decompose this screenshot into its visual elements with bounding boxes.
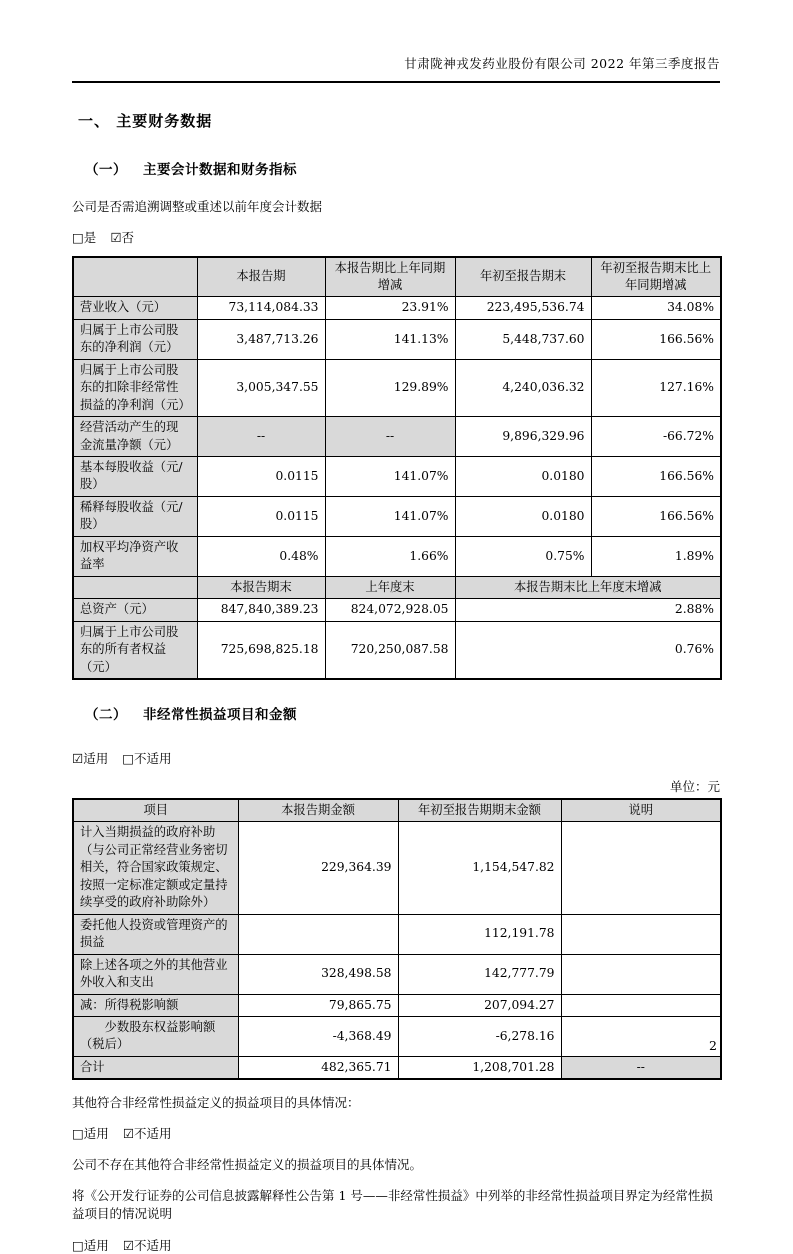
cell-value: 223,495,536.74 (455, 297, 591, 319)
table1-header-row (73, 257, 721, 297)
section-heading-main: 一、 主要财务数据 (78, 112, 213, 130)
cell-value: 328,498.58 (238, 954, 398, 994)
checkbox-not-applicable: ☑不适用 (122, 1125, 172, 1141)
table-row-basic-eps (73, 457, 721, 497)
table1-header-empty (73, 257, 197, 297)
table1-subheader-prev-year-end: 上年度末 (325, 576, 455, 598)
cell-value: 3,487,713.26 (197, 319, 325, 359)
section-heading-one (85, 158, 720, 178)
section-two-number: （二） (85, 707, 127, 724)
row-label: 归属于上市公司股东的扣除非经常性损益的净利润（元） (73, 359, 197, 416)
cell-value: 1,208,701.28 (398, 1056, 561, 1079)
table-row-income-tax (73, 994, 721, 1016)
row-label: 总资产（元） (73, 599, 197, 621)
table-row-gov-subsidy (73, 822, 721, 914)
cell-value: 1.89% (591, 536, 721, 576)
cell-value: 34.08% (591, 297, 721, 319)
cell-value: 129.89% (325, 359, 455, 416)
row-label: 少数股东权益影响额（税后） (73, 1017, 238, 1057)
table-row-other-income (73, 954, 721, 994)
cell-value: 5,448,737.60 (455, 319, 591, 359)
cell-explanation: -- (561, 1056, 721, 1079)
checkbox-no: ☑否 (110, 229, 135, 245)
cell-value: 166.56% (591, 457, 721, 497)
restatement-checkboxes (72, 228, 720, 246)
table-row-total (73, 1056, 721, 1079)
cell-value: 0.76% (455, 621, 721, 679)
cell-explanation (561, 1017, 721, 1057)
table1-header-current-period: 本报告期 (197, 257, 325, 297)
other-items-checkboxes (72, 1124, 720, 1142)
definition-note: 将《公开发行证券的公司信息披露解释性公告第 1 号——非经常性损益》中列举的非经常性损益项目界定为经常性损益项目的情况说明 (72, 1188, 713, 1221)
row-label: 基本每股收益（元/股） (73, 457, 197, 497)
cell-explanation (561, 822, 721, 914)
table1-subheader-empty (73, 576, 197, 598)
cell-value: 142,777.79 (398, 954, 561, 994)
checkbox-not-applicable: ☑不适用 (122, 1238, 172, 1254)
table2-header-explanation: 说明 (561, 799, 721, 822)
cell-value: 229,364.39 (238, 822, 398, 914)
cell-value: 112,191.78 (398, 914, 561, 954)
cell-value: 2.88% (455, 599, 721, 621)
cell-value: 0.0115 (197, 457, 325, 497)
other-items-title: 其他符合非经常性损益定义的损益项目的具体情况： (72, 1095, 360, 1111)
cell-value: 79,865.75 (238, 994, 398, 1016)
row-label: 加权平均净资产收益率 (73, 536, 197, 576)
cell-value: 847,840,389.23 (197, 599, 325, 621)
cell-value (238, 914, 398, 954)
document-header-title: 甘肃陇神戎发药业股份有限公司 2022 年第三季度报告 (72, 54, 720, 83)
checkbox-applicable: □适用 (72, 1238, 109, 1254)
table2-header-current-amount: 本报告期金额 (238, 799, 398, 822)
checkbox-not-applicable: □不适用 (122, 751, 172, 767)
cell-value: 141.13% (325, 319, 455, 359)
cell-value: 141.07% (325, 496, 455, 536)
section-one-title: 主要会计数据和财务指标 (143, 162, 297, 178)
cell-value: 207,094.27 (398, 994, 561, 1016)
cell-value: -- (197, 417, 325, 457)
table-row-cash-flow (73, 417, 721, 457)
cell-value: 1,154,547.82 (398, 822, 561, 914)
checkbox-yes: □是 (72, 229, 97, 245)
restatement-question: 公司是否需追溯调整或重述以前年度会计数据 (72, 199, 323, 214)
checkbox-applicable: ☑适用 (72, 751, 109, 767)
cell-value: 0.0115 (197, 496, 325, 536)
row-label: 减：所得税影响额 (73, 994, 238, 1016)
definition-checkboxes (72, 1236, 720, 1254)
row-label: 合计 (73, 1056, 238, 1079)
table1-subheader-period-end: 本报告期末 (197, 576, 325, 598)
table1-subheader-row (73, 576, 721, 598)
table1-header-ytd: 年初至报告期末 (455, 257, 591, 297)
table2-header-item: 项目 (73, 799, 238, 822)
cell-value: 73,114,084.33 (197, 297, 325, 319)
cell-value: 1.66% (325, 536, 455, 576)
table1-header-ytd-change: 年初至报告期末比上年同期增减 (591, 257, 721, 297)
cell-value: 0.48% (197, 536, 325, 576)
table-row-revenue (73, 297, 721, 319)
cell-value: 141.07% (325, 457, 455, 497)
cell-value: 725,698,825.18 (197, 621, 325, 679)
cell-value: -66.72% (591, 417, 721, 457)
row-label: 委托他人投资或管理资产的损益 (73, 914, 238, 954)
row-label: 稀释每股收益（元/股） (73, 496, 197, 536)
section-one-number: （一） (85, 162, 127, 178)
cell-value: 4,240,036.32 (455, 359, 591, 416)
cell-value: -6,278.16 (398, 1017, 561, 1057)
cell-value: 0.0180 (455, 496, 591, 536)
cell-value: 0.0180 (455, 457, 591, 497)
row-label: 计入当期损益的政府补助（与公司正常经营业务密切相关，符合国家政策规定、按照一定标准定额或定量持续享受的政府补助除外） (73, 822, 238, 914)
cell-value: -4,368.49 (238, 1017, 398, 1057)
table-row-minority-interest (73, 1017, 721, 1057)
cell-value: 482,365.71 (238, 1056, 398, 1079)
key-financial-data-table (72, 256, 722, 681)
table-row-entrusted (73, 914, 721, 954)
table-row-equity (73, 621, 721, 679)
cell-explanation (561, 994, 721, 1016)
table-row-diluted-eps (73, 496, 721, 536)
section-two-title: 非经常性损益项目和金额 (143, 707, 297, 724)
cell-value: 23.91% (325, 297, 455, 319)
cell-value: 824,072,928.05 (325, 599, 455, 621)
section-two-checkboxes (72, 749, 720, 767)
table1-header-period-change: 本报告期比上年同期增减 (325, 257, 455, 297)
table1-subheader-end-change: 本报告期末比上年度末增减 (455, 576, 721, 598)
table2-header-row (73, 799, 721, 822)
table-row-deducted-profit (73, 359, 721, 416)
table2-header-ytd-amount: 年初至报告期期末金额 (398, 799, 561, 822)
section-heading-two (85, 703, 720, 723)
unit-note: 单位：元 (669, 779, 720, 795)
row-label: 除上述各项之外的其他营业外收入和支出 (73, 954, 238, 994)
checkbox-applicable: □适用 (72, 1125, 109, 1141)
table-row-net-profit (73, 319, 721, 359)
cell-value: 127.16% (591, 359, 721, 416)
row-label: 归属于上市公司股东的所有者权益（元） (73, 621, 197, 679)
cell-value: 0.75% (455, 536, 591, 576)
cell-explanation (561, 914, 721, 954)
non-recurring-items-table (72, 798, 722, 1080)
cell-value: 166.56% (591, 319, 721, 359)
table-row-total-assets (73, 599, 721, 621)
row-label: 经营活动产生的现金流量净额（元） (73, 417, 197, 457)
cell-value: 166.56% (591, 496, 721, 536)
table-row-roe (73, 536, 721, 576)
row-label: 营业收入（元） (73, 297, 197, 319)
cell-value: 9,896,329.96 (455, 417, 591, 457)
cell-value: 3,005,347.55 (197, 359, 325, 416)
no-other-items-statement: 公司不存在其他符合非经常性损益定义的损益项目的具体情况。 (72, 1156, 423, 1172)
cell-value: 720,250,087.58 (325, 621, 455, 679)
row-label: 归属于上市公司股东的净利润（元） (73, 319, 197, 359)
cell-value: -- (325, 417, 455, 457)
page-number: 2 (709, 1038, 717, 1053)
cell-explanation (561, 954, 721, 994)
